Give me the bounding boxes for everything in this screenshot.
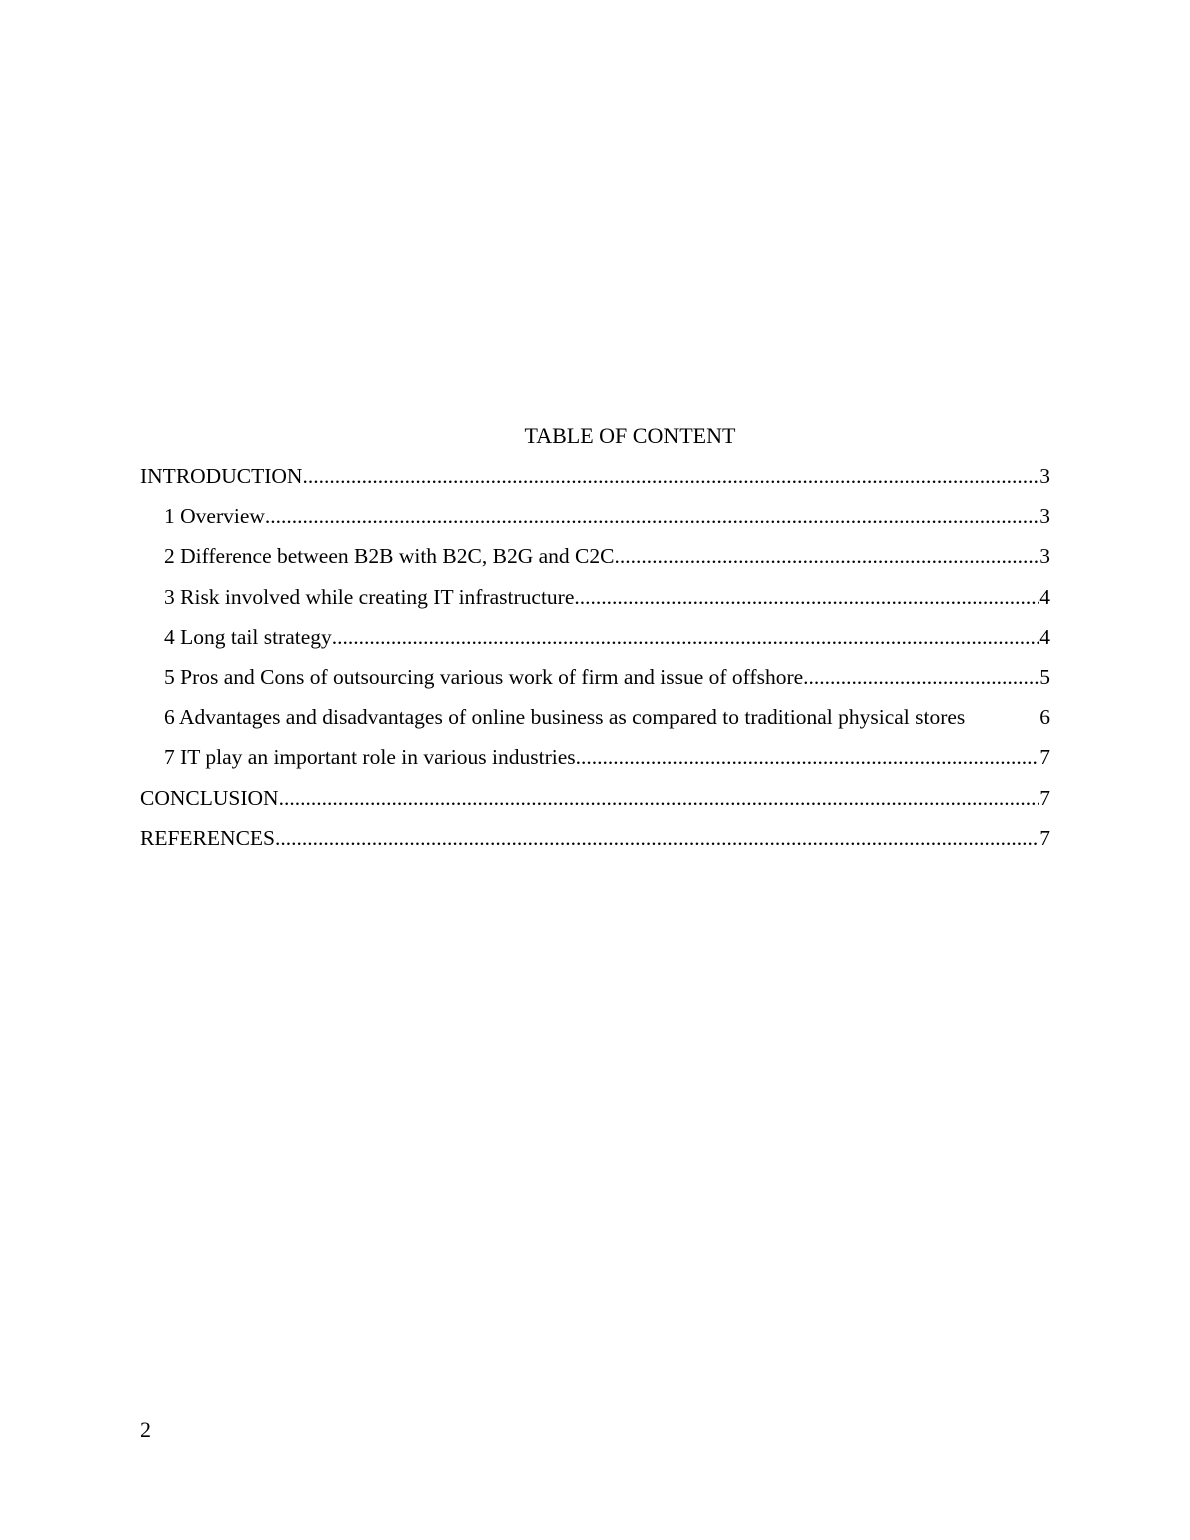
toc-entry-label: 3 Risk involved while creating IT infrastructure (164, 584, 575, 609)
toc-entry-page: 3 (1039, 544, 1050, 569)
toc-entry-label: 1 Overview (164, 504, 265, 529)
toc-entry-page: 7 (1039, 785, 1050, 810)
toc-dot-leader (332, 621, 1039, 653)
toc-entry-page: 3 (1039, 504, 1050, 529)
toc-entry-page: 3 (1039, 464, 1050, 488)
toc-entry-label: 5 Pros and Cons of outsourcing various work of firm and issue of offshore (164, 664, 804, 689)
toc-entry-references[interactable] (140, 822, 1050, 862)
toc-entry-conclusion[interactable] (140, 782, 1050, 822)
toc-entry-label: 6 Advantages and disadvantages of online business as compared to traditional physical stores (164, 705, 966, 730)
toc-entry-online-business[interactable] (140, 701, 1050, 741)
toc-entry-label: REFERENCES (140, 825, 275, 850)
toc-entry-page: 4 (1039, 584, 1050, 609)
toc-entry-risk-it-infrastructure[interactable] (140, 581, 1050, 621)
toc-entry-page: 5 (1039, 664, 1050, 689)
toc-dot-leader (803, 661, 1039, 693)
toc-entry-it-role-industries[interactable] (140, 741, 1050, 781)
toc-title: TABLE OF CONTENT (524, 423, 736, 448)
toc-dot-leader (279, 782, 1040, 814)
toc-entry-page: 4 (1039, 624, 1050, 649)
page-number: 2 (140, 1417, 151, 1442)
toc-dot-leader (265, 500, 1039, 532)
toc-dot-leader (302, 460, 1039, 492)
toc-entry-long-tail-strategy[interactable] (140, 621, 1050, 661)
toc-entry-label: INTRODUCTION (140, 464, 303, 488)
table-of-contents (140, 460, 1050, 862)
toc-dot-leader (614, 540, 1039, 572)
toc-dot-leader (275, 822, 1039, 854)
toc-entry-label: CONCLUSION (140, 785, 279, 810)
toc-entry-difference-b2b[interactable] (140, 540, 1050, 580)
toc-entry-page: 6 (1039, 705, 1050, 730)
toc-dot-leader (576, 741, 1040, 773)
toc-entry-page: 7 (1039, 745, 1050, 770)
toc-entry-outsourcing[interactable] (140, 661, 1050, 701)
toc-entry-label: 4 Long tail strategy (164, 624, 332, 649)
toc-dot-leader (574, 581, 1039, 613)
toc-entry-page: 7 (1039, 825, 1050, 850)
toc-entry-overview[interactable] (140, 500, 1050, 540)
toc-entry-introduction[interactable] (140, 460, 1050, 500)
toc-entry-label: 7 IT play an important role in various industries (164, 745, 576, 770)
toc-entry-label: 2 Difference between B2B with B2C, B2G and C2C (164, 544, 615, 569)
